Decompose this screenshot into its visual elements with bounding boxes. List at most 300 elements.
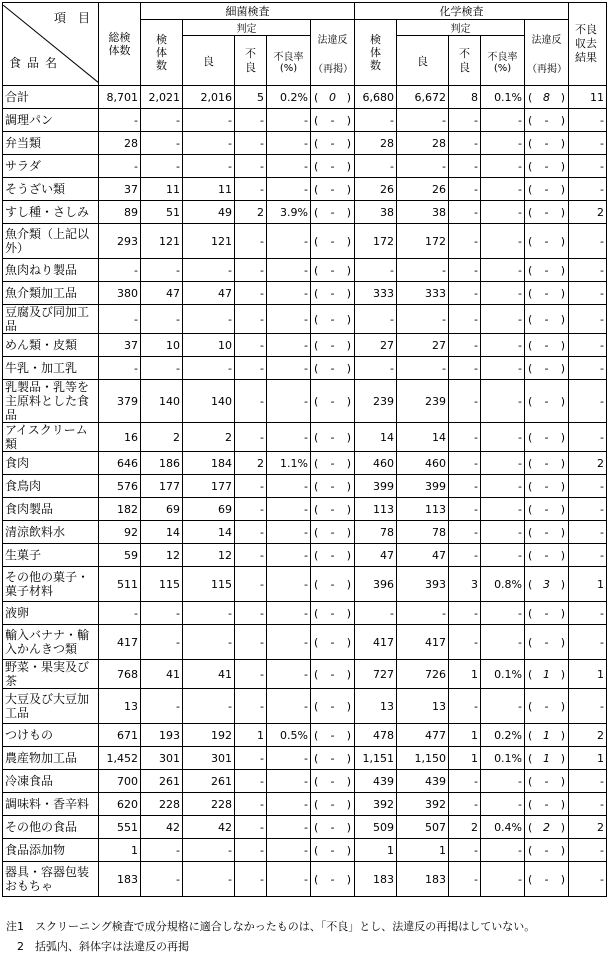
violation-value: - bbox=[330, 113, 335, 127]
table-row bbox=[3, 357, 607, 380]
chemical-violation-cell: ( - ) bbox=[525, 475, 569, 498]
bacterial-bad-cell: - bbox=[235, 862, 267, 897]
food-name-cell: すし種・さしみ bbox=[3, 201, 99, 224]
table-row bbox=[3, 201, 607, 224]
chemical-good-cell: 460 bbox=[397, 452, 449, 475]
chemical-bad-rate-cell: - bbox=[481, 544, 525, 567]
corner-header bbox=[3, 3, 99, 86]
bacterial-violation-cell: ( - ) bbox=[311, 201, 355, 224]
food-name-cell: 液卵 bbox=[3, 602, 99, 625]
item-header-label: 項 目 bbox=[53, 11, 90, 25]
table-body bbox=[3, 86, 607, 897]
bacterial-sample-count-cell: 2,021 bbox=[141, 86, 183, 109]
bacterial-bad-rate-cell: - bbox=[267, 178, 311, 201]
violation-value: - bbox=[544, 502, 549, 516]
total-count-cell: 768 bbox=[99, 660, 141, 689]
bacterial-good-cell: 69 bbox=[183, 498, 235, 521]
bacterial-bad-rate-cell: - bbox=[267, 747, 311, 770]
chemical-bad-rate-cell: - bbox=[481, 475, 525, 498]
bacterial-bad-cell: - bbox=[235, 498, 267, 521]
bacterial-violation-cell: ( - ) bbox=[311, 793, 355, 816]
chemical-bad-cell: - bbox=[449, 334, 481, 357]
chemical-violation-cell: ( - ) bbox=[525, 357, 569, 380]
recall-result-header: 不良収去結果 bbox=[569, 3, 607, 86]
chemical-violation-cell: ( - ) bbox=[525, 839, 569, 862]
bacterial-sample-count-cell: 12 bbox=[141, 544, 183, 567]
bacterial-bad-rate-cell: - bbox=[267, 334, 311, 357]
chemical-sample-count-cell: 13 bbox=[355, 689, 397, 724]
total-count-cell: 576 bbox=[99, 475, 141, 498]
food-name-cell: アイスクリーム類 bbox=[3, 423, 99, 452]
chemical-judgment-header: 判定 bbox=[397, 20, 525, 36]
chemical-bad-rate-cell: - bbox=[481, 178, 525, 201]
chemical-bad-cell: - bbox=[449, 770, 481, 793]
bacterial-sample-count-cell: - bbox=[141, 132, 183, 155]
violation-value: - bbox=[544, 234, 549, 248]
bacterial-bad-rate-cell: - bbox=[267, 793, 311, 816]
chemical-sample-count-cell: 14 bbox=[355, 423, 397, 452]
violation-value: - bbox=[330, 502, 335, 516]
chemical-good-cell: 13 bbox=[397, 689, 449, 724]
bacterial-good-cell: - bbox=[183, 862, 235, 897]
food-name-cell: 魚肉ねり製品 bbox=[3, 259, 99, 282]
chemical-bad-rate-cell: - bbox=[481, 380, 525, 423]
bacterial-bad-cell: - bbox=[235, 334, 267, 357]
bacterial-violation-cell: ( - ) bbox=[311, 155, 355, 178]
chemical-good-cell: 6,672 bbox=[397, 86, 449, 109]
violation-value: - bbox=[544, 182, 549, 196]
bacterial-sample-count-cell: 42 bbox=[141, 816, 183, 839]
chemical-bad-rate-cell: - bbox=[481, 521, 525, 544]
chemical-good-cell: 47 bbox=[397, 544, 449, 567]
chemical-bad-rate-cell: 0.1% bbox=[481, 86, 525, 109]
food-name-cell: 大豆及び大豆加工品 bbox=[3, 689, 99, 724]
chemical-bad-cell: - bbox=[449, 498, 481, 521]
chemical-violation-header: 法違反 （再掲） bbox=[525, 20, 569, 86]
table-row bbox=[3, 178, 607, 201]
bacterial-violation-cell: ( - ) bbox=[311, 625, 355, 660]
chemical-sample-count-cell: 392 bbox=[355, 793, 397, 816]
bacterial-sample-count-cell: - bbox=[141, 305, 183, 334]
chemical-violation-cell: ( 8 ) bbox=[525, 86, 569, 109]
bacterial-bad-cell: - bbox=[235, 567, 267, 602]
violation-value: - bbox=[544, 456, 549, 470]
chemical-good-cell: 726 bbox=[397, 660, 449, 689]
total-count-cell: 417 bbox=[99, 625, 141, 660]
chemical-sample-count-header: 検体数 bbox=[355, 20, 397, 86]
bacterial-sample-count-cell: - bbox=[141, 357, 183, 380]
violation-value: - bbox=[330, 872, 335, 886]
chemical-bad-cell: - bbox=[449, 132, 481, 155]
violation-value: - bbox=[544, 479, 549, 493]
total-count-cell: 380 bbox=[99, 282, 141, 305]
recall-result-cell: 11 bbox=[569, 86, 607, 109]
food-name-cell: 豆腐及び同加工品 bbox=[3, 305, 99, 334]
table-row bbox=[3, 625, 607, 660]
chemical-bad-cell: - bbox=[449, 544, 481, 567]
bacterial-good-cell: 2,016 bbox=[183, 86, 235, 109]
chemical-violation-cell: ( - ) bbox=[525, 625, 569, 660]
table-row bbox=[3, 793, 607, 816]
food-name-cell: 牛乳・加工乳 bbox=[3, 357, 99, 380]
chemical-bad-cell: - bbox=[449, 475, 481, 498]
food-name-cell: 食品添加物 bbox=[3, 839, 99, 862]
recall-result-cell: 1 bbox=[569, 747, 607, 770]
chemical-bad-rate-cell: - bbox=[481, 357, 525, 380]
total-count-cell: 92 bbox=[99, 521, 141, 544]
total-count-cell: 59 bbox=[99, 544, 141, 567]
chemical-bad-rate-cell: - bbox=[481, 498, 525, 521]
bacterial-bad-rate-cell: 1.1% bbox=[267, 452, 311, 475]
table-row bbox=[3, 155, 607, 178]
bacterial-good-cell: 47 bbox=[183, 282, 235, 305]
chemical-violation-cell: ( - ) bbox=[525, 259, 569, 282]
chemical-sample-count-cell: 47 bbox=[355, 544, 397, 567]
violation-value: 1 bbox=[543, 667, 551, 681]
recall-result-cell: - bbox=[569, 625, 607, 660]
bacterial-bad-rate-cell: 0.2% bbox=[267, 86, 311, 109]
table-row bbox=[3, 544, 607, 567]
bacterial-violation-cell: ( - ) bbox=[311, 380, 355, 423]
bacterial-good-cell: - bbox=[183, 132, 235, 155]
food-name-cell: 調理パン bbox=[3, 109, 99, 132]
chemical-bad-cell: - bbox=[449, 380, 481, 423]
chemical-bad-cell: - bbox=[449, 862, 481, 897]
chemical-sample-count-cell: - bbox=[355, 357, 397, 380]
bacterial-sample-count-cell: - bbox=[141, 155, 183, 178]
chemical-bad-rate-cell: - bbox=[481, 862, 525, 897]
violation-value: - bbox=[544, 430, 549, 444]
chemical-bad-rate-cell: - bbox=[481, 155, 525, 178]
chemical-violation-cell: ( - ) bbox=[525, 334, 569, 357]
bacterial-bad-rate-cell: - bbox=[267, 602, 311, 625]
bacterial-violation-cell: ( - ) bbox=[311, 452, 355, 475]
bacterial-violation-cell: ( - ) bbox=[311, 839, 355, 862]
bacterial-bad-cell: - bbox=[235, 357, 267, 380]
recall-result-cell: - bbox=[569, 334, 607, 357]
table-row bbox=[3, 816, 607, 839]
violation-value: 0 bbox=[329, 90, 336, 104]
bacterial-sample-count-cell: - bbox=[141, 259, 183, 282]
violation-value: - bbox=[330, 635, 335, 649]
recall-result-cell: - bbox=[569, 689, 607, 724]
violation-value: 1 bbox=[543, 728, 551, 742]
chemical-bad-cell: - bbox=[449, 178, 481, 201]
bacterial-good-cell: 228 bbox=[183, 793, 235, 816]
violation-value: - bbox=[330, 338, 335, 352]
total-count-cell: 293 bbox=[99, 224, 141, 259]
food-name-cell: 乳製品・乳等を主原料とした食品 bbox=[3, 380, 99, 423]
bacterial-good-cell: 2 bbox=[183, 423, 235, 452]
chemical-sample-count-cell: 28 bbox=[355, 132, 397, 155]
bacterial-sample-count-cell: 115 bbox=[141, 567, 183, 602]
bacterial-bad-rate-cell: - bbox=[267, 305, 311, 334]
chemical-good-cell: 78 bbox=[397, 521, 449, 544]
food-name-cell: 器具・容器包装おもちゃ bbox=[3, 862, 99, 897]
chemical-bad-rate-cell: - bbox=[481, 452, 525, 475]
inspection-results-table bbox=[2, 2, 607, 897]
recall-result-cell: - bbox=[569, 602, 607, 625]
bacterial-sample-count-cell: 41 bbox=[141, 660, 183, 689]
food-name-cell: そうざい類 bbox=[3, 178, 99, 201]
chemical-violation-cell: ( - ) bbox=[525, 178, 569, 201]
violation-value: - bbox=[330, 606, 335, 620]
footnote-2: 2 括弧内、斜体字は法違反の再掲 bbox=[6, 940, 189, 953]
chemical-sample-count-cell: - bbox=[355, 305, 397, 334]
bacterial-bad-cell: - bbox=[235, 660, 267, 689]
chemical-bad-rate-header: 不良率(%) bbox=[481, 36, 525, 86]
chemical-bad-rate-cell: - bbox=[481, 689, 525, 724]
recall-result-cell: - bbox=[569, 155, 607, 178]
bacterial-violation-cell: ( - ) bbox=[311, 282, 355, 305]
violation-value: - bbox=[330, 774, 335, 788]
bacterial-bad-cell: - bbox=[235, 109, 267, 132]
violation-value: - bbox=[330, 843, 335, 857]
bacterial-violation-cell: ( - ) bbox=[311, 862, 355, 897]
bacterial-bad-cell: - bbox=[235, 224, 267, 259]
recall-result-cell: - bbox=[569, 357, 607, 380]
bacterial-bad-rate-cell: - bbox=[267, 282, 311, 305]
chemical-bad-cell: - bbox=[449, 357, 481, 380]
bacterial-violation-cell: ( - ) bbox=[311, 357, 355, 380]
bacterial-bad-cell: - bbox=[235, 259, 267, 282]
chemical-bad-rate-cell: - bbox=[481, 201, 525, 224]
table-row bbox=[3, 132, 607, 155]
chemical-bad-cell: - bbox=[449, 839, 481, 862]
recall-result-cell: - bbox=[569, 178, 607, 201]
violation-value: - bbox=[330, 699, 335, 713]
food-name-cell: 野菜・果実及び茶 bbox=[3, 660, 99, 689]
chemical-sample-count-cell: 1 bbox=[355, 839, 397, 862]
bacterial-bad-rate-cell: - bbox=[267, 498, 311, 521]
total-count-cell: 183 bbox=[99, 862, 141, 897]
bacterial-violation-cell: ( - ) bbox=[311, 334, 355, 357]
total-count-cell: 16 bbox=[99, 423, 141, 452]
bacterial-bad-header: 不良 bbox=[235, 36, 267, 86]
bacterial-bad-cell: - bbox=[235, 625, 267, 660]
bacterial-bad-cell: - bbox=[235, 602, 267, 625]
chemical-violation-cell: ( - ) bbox=[525, 224, 569, 259]
bacterial-good-cell: - bbox=[183, 357, 235, 380]
bacterial-sample-count-cell: 121 bbox=[141, 224, 183, 259]
bacterial-violation-header: 法違反 （再掲） bbox=[311, 20, 355, 86]
recall-result-cell: - bbox=[569, 521, 607, 544]
bacterial-violation-cell: ( - ) bbox=[311, 498, 355, 521]
violation-value: - bbox=[330, 525, 335, 539]
violation-value: - bbox=[544, 113, 549, 127]
bacterial-bad-rate-cell: - bbox=[267, 521, 311, 544]
table-row bbox=[3, 747, 607, 770]
chemical-bad-header: 不良 bbox=[449, 36, 481, 86]
violation-value: - bbox=[330, 479, 335, 493]
bacterial-sample-count-cell: - bbox=[141, 839, 183, 862]
bacterial-bad-cell: - bbox=[235, 475, 267, 498]
recall-result-cell: - bbox=[569, 380, 607, 423]
table-row bbox=[3, 259, 607, 282]
bacterial-good-cell: - bbox=[183, 839, 235, 862]
violation-value: - bbox=[330, 667, 335, 681]
bacterial-good-cell: - bbox=[183, 689, 235, 724]
bacterial-sample-count-cell: 261 bbox=[141, 770, 183, 793]
chemical-good-cell: - bbox=[397, 357, 449, 380]
total-count-cell: 37 bbox=[99, 334, 141, 357]
table-row bbox=[3, 282, 607, 305]
chemical-good-cell: 113 bbox=[397, 498, 449, 521]
recall-result-cell: 2 bbox=[569, 201, 607, 224]
chemical-sample-count-cell: 478 bbox=[355, 724, 397, 747]
recall-result-cell: - bbox=[569, 770, 607, 793]
bacterial-good-cell: - bbox=[183, 305, 235, 334]
bacterial-sample-count-cell: 2 bbox=[141, 423, 183, 452]
bacterial-good-cell: 42 bbox=[183, 816, 235, 839]
chemical-violation-cell: ( - ) bbox=[525, 109, 569, 132]
bacterial-bad-cell: - bbox=[235, 521, 267, 544]
bacterial-violation-cell: ( - ) bbox=[311, 544, 355, 567]
chemical-good-cell: 399 bbox=[397, 475, 449, 498]
total-count-cell: - bbox=[99, 357, 141, 380]
total-count-cell: 37 bbox=[99, 178, 141, 201]
chemical-bad-cell: 1 bbox=[449, 660, 481, 689]
bacterial-violation-cell: ( - ) bbox=[311, 132, 355, 155]
bacterial-sample-count-cell: 11 bbox=[141, 178, 183, 201]
chemical-bad-cell: - bbox=[449, 625, 481, 660]
bacterial-bad-rate-cell: - bbox=[267, 423, 311, 452]
violation-value: - bbox=[330, 577, 335, 591]
total-count-cell: 8,701 bbox=[99, 86, 141, 109]
bacterial-sample-count-cell: - bbox=[141, 689, 183, 724]
chemical-bad-rate-cell: - bbox=[481, 423, 525, 452]
bacterial-header: 細菌検査 bbox=[141, 3, 355, 20]
chemical-good-header: 良 bbox=[397, 36, 449, 86]
recall-result-cell: - bbox=[569, 423, 607, 452]
bacterial-violation-cell: ( - ) bbox=[311, 224, 355, 259]
chemical-bad-cell: - bbox=[449, 793, 481, 816]
bacterial-bad-cell: - bbox=[235, 747, 267, 770]
violation-value: - bbox=[330, 728, 335, 742]
chemical-bad-rate-cell: - bbox=[481, 305, 525, 334]
table-row bbox=[3, 334, 607, 357]
bacterial-sample-count-cell: 69 bbox=[141, 498, 183, 521]
bacterial-bad-rate-cell: - bbox=[267, 259, 311, 282]
bacterial-bad-rate-cell: 0.5% bbox=[267, 724, 311, 747]
chemical-bad-cell: 8 bbox=[449, 86, 481, 109]
bacterial-bad-rate-cell: - bbox=[267, 862, 311, 897]
bacterial-sample-count-cell: - bbox=[141, 862, 183, 897]
chemical-violation-cell: ( 2 ) bbox=[525, 816, 569, 839]
bacterial-sample-count-cell: 186 bbox=[141, 452, 183, 475]
table-row bbox=[3, 862, 607, 897]
chemical-header: 化学検査 bbox=[355, 3, 569, 20]
chemical-bad-rate-cell: - bbox=[481, 224, 525, 259]
chemical-violation-cell: ( - ) bbox=[525, 423, 569, 452]
violation-value: - bbox=[330, 361, 335, 375]
chemical-good-cell: 1,150 bbox=[397, 747, 449, 770]
violation-value: - bbox=[544, 394, 549, 408]
bacterial-bad-cell: - bbox=[235, 839, 267, 862]
total-count-cell: 379 bbox=[99, 380, 141, 423]
chemical-bad-rate-cell: - bbox=[481, 839, 525, 862]
chemical-bad-rate-cell: - bbox=[481, 334, 525, 357]
violation-value: - bbox=[330, 159, 335, 173]
bacterial-violation-cell: ( - ) bbox=[311, 521, 355, 544]
chemical-violation-cell: ( - ) bbox=[525, 452, 569, 475]
bacterial-bad-rate-cell: - bbox=[267, 839, 311, 862]
chemical-bad-rate-cell: 0.1% bbox=[481, 660, 525, 689]
chemical-good-cell: 393 bbox=[397, 567, 449, 602]
table-row bbox=[3, 770, 607, 793]
bacterial-bad-rate-cell: - bbox=[267, 155, 311, 178]
bacterial-good-cell: 140 bbox=[183, 380, 235, 423]
total-count-cell: 700 bbox=[99, 770, 141, 793]
bacterial-good-cell: 192 bbox=[183, 724, 235, 747]
chemical-bad-cell: - bbox=[449, 224, 481, 259]
chemical-sample-count-cell: 172 bbox=[355, 224, 397, 259]
chemical-bad-rate-cell: - bbox=[481, 259, 525, 282]
food-name-cell: 冷凍食品 bbox=[3, 770, 99, 793]
food-name-cell: 食鳥肉 bbox=[3, 475, 99, 498]
bacterial-bad-cell: - bbox=[235, 132, 267, 155]
violation-value: - bbox=[330, 797, 335, 811]
chemical-violation-cell: ( - ) bbox=[525, 498, 569, 521]
bacterial-bad-rate-cell: - bbox=[267, 625, 311, 660]
chemical-violation-cell: ( 1 ) bbox=[525, 660, 569, 689]
chemical-bad-rate-cell: 0.8% bbox=[481, 567, 525, 602]
food-name-cell: 弁当類 bbox=[3, 132, 99, 155]
chemical-sample-count-cell: 38 bbox=[355, 201, 397, 224]
violation-value: - bbox=[544, 606, 549, 620]
chemical-violation-cell: ( - ) bbox=[525, 862, 569, 897]
recall-result-cell: - bbox=[569, 224, 607, 259]
bacterial-bad-cell: - bbox=[235, 816, 267, 839]
violation-value: - bbox=[330, 286, 335, 300]
food-name-cell: 調味料・香辛料 bbox=[3, 793, 99, 816]
bacterial-good-cell: - bbox=[183, 109, 235, 132]
table-row bbox=[3, 660, 607, 689]
chemical-sample-count-cell: - bbox=[355, 259, 397, 282]
chemical-good-cell: 507 bbox=[397, 816, 449, 839]
bacterial-bad-rate-cell: - bbox=[267, 357, 311, 380]
chemical-bad-rate-cell: 0.4% bbox=[481, 816, 525, 839]
bacterial-bad-rate-cell: - bbox=[267, 770, 311, 793]
food-name-cell: 合計 bbox=[3, 86, 99, 109]
violation-value: - bbox=[544, 872, 549, 886]
violation-value: 2 bbox=[543, 820, 551, 834]
total-count-cell: 671 bbox=[99, 724, 141, 747]
bacterial-violation-cell: ( - ) bbox=[311, 109, 355, 132]
chemical-good-cell: 417 bbox=[397, 625, 449, 660]
chemical-bad-rate-cell: - bbox=[481, 793, 525, 816]
violation-value: - bbox=[544, 525, 549, 539]
food-name-cell: 魚介類加工品 bbox=[3, 282, 99, 305]
chemical-violation-cell: ( - ) bbox=[525, 689, 569, 724]
chemical-good-cell: 28 bbox=[397, 132, 449, 155]
violation-value: - bbox=[544, 263, 549, 277]
footnote-1: 注1 スクリーニング検査で成分規格に適合しなかったものは、「不良」とし、法違反の再掲はしていない。 bbox=[6, 920, 536, 933]
bacterial-sample-count-cell: 14 bbox=[141, 521, 183, 544]
chemical-sample-count-cell: 78 bbox=[355, 521, 397, 544]
recall-result-cell: - bbox=[569, 259, 607, 282]
chemical-good-cell: 38 bbox=[397, 201, 449, 224]
chemical-good-cell: 239 bbox=[397, 380, 449, 423]
bacterial-bad-rate-cell: - bbox=[267, 132, 311, 155]
bacterial-good-cell: 177 bbox=[183, 475, 235, 498]
bacterial-bad-rate-header: 不良率(%) bbox=[267, 36, 311, 86]
bacterial-sample-count-cell: 193 bbox=[141, 724, 183, 747]
recall-result-cell: - bbox=[569, 475, 607, 498]
violation-value: - bbox=[544, 159, 549, 173]
recall-result-cell: - bbox=[569, 132, 607, 155]
bacterial-sample-count-cell: 10 bbox=[141, 334, 183, 357]
